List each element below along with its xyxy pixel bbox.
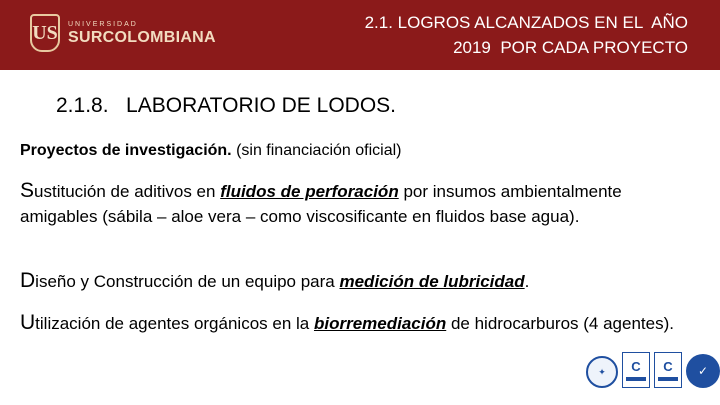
certification-badges: [586, 352, 720, 388]
item-text: .: [524, 272, 530, 291]
subtitle-bold: Proyectos de investigación.: [20, 142, 232, 159]
item-highlight: fluidos de perforación: [220, 182, 399, 201]
item-initial: U: [20, 311, 36, 334]
section-title: 2.1.8. LABORATORIO DE LODOS.: [56, 94, 396, 117]
subtitle: [20, 142, 401, 160]
header-bar: [0, 0, 720, 70]
item-highlight: biorremediación: [313, 314, 447, 333]
item-highlight: medición de lubricidad: [339, 272, 525, 291]
logo-letters: US: [32, 21, 58, 44]
university-shield-icon: [30, 14, 60, 52]
slide-title-line1: 2.1. LOGROS ALCANZADOS EN EL AÑO: [364, 13, 688, 32]
list-item: [20, 268, 700, 294]
slide-title: [365, 10, 688, 60]
logo-text: [68, 20, 216, 47]
icontec-certification-icon: C: [654, 352, 682, 388]
icontec-certification-icon: C: [622, 352, 650, 388]
certification-seal-icon: ✦: [586, 356, 618, 388]
item-initial: D: [20, 269, 36, 292]
item-text: de hidrocarburos (4 agentes).: [446, 314, 674, 333]
item-initial: S: [20, 179, 35, 202]
item-text: por insumos ambientalmente amigables (sábila – aloe vera – como viscosificante en fluidos base agua).: [20, 182, 622, 226]
list-item: [20, 178, 700, 229]
list-item: [20, 310, 700, 336]
quality-circle-icon: ✓: [686, 354, 720, 388]
item-text: iseño y Construcción de un equipo para: [35, 272, 340, 291]
university-logo: [30, 14, 216, 52]
logo-small-text: UNIVERSIDAD: [68, 20, 138, 28]
item-text: tilización de agentes orgánicos en la: [35, 314, 314, 333]
item-text: ustitución de aditivos en: [34, 182, 221, 201]
subtitle-rest: (sin financiación oficial): [231, 142, 402, 159]
slide-title-line2: 2019 POR CADA PROYECTO: [453, 38, 688, 57]
logo-name: SURCOLOMBIANA: [68, 28, 216, 46]
